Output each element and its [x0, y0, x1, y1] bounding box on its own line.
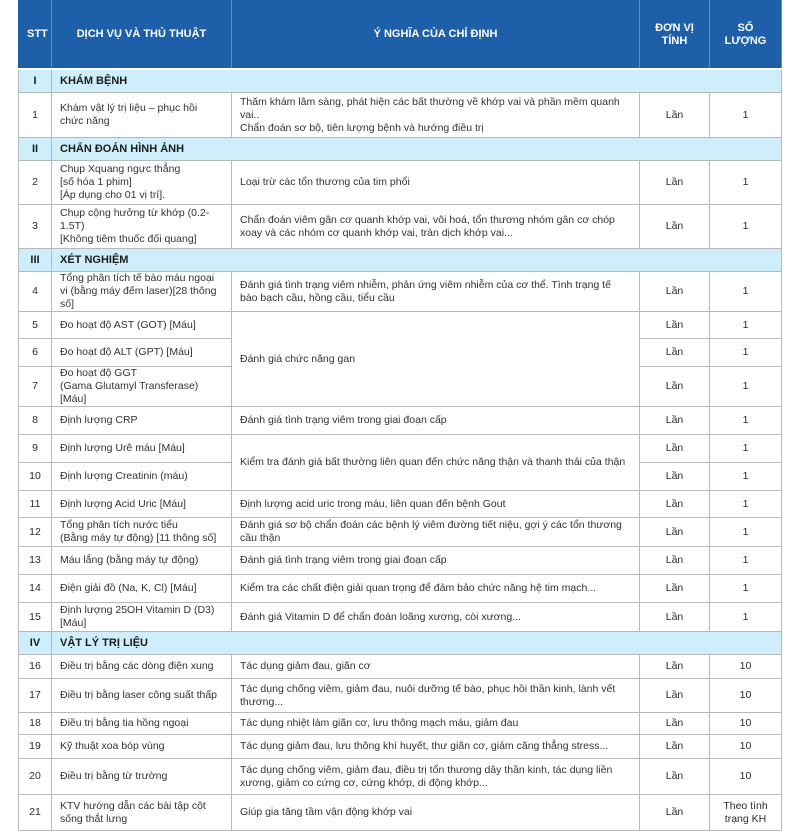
row-meaning: Đánh giá Vitamin D để chẩn đoán loãng xương, còi xương... [232, 603, 640, 632]
row-service-name: Chụp Xquang ngực thẳng [số hóa 1 phim] [Áp dụng cho 01 vị trí]. [52, 161, 232, 205]
row-qty: 1 [710, 407, 782, 435]
row-service-name: Định lượng Acid Uric [Máu] [52, 491, 232, 518]
row-qty: 1 [710, 161, 782, 205]
row-unit: Lần [640, 655, 710, 679]
section-row-vat-ly-tri-lieu [19, 632, 782, 655]
row-qty: 1 [710, 205, 782, 249]
row-qty: 1 [710, 463, 782, 491]
row-stt: 7 [19, 367, 52, 407]
table-row [19, 713, 782, 735]
table-row [19, 575, 782, 603]
row-stt: 4 [19, 272, 52, 312]
row-qty: 1 [710, 491, 782, 518]
row-unit: Lần [640, 272, 710, 312]
row-unit: Lần [640, 795, 710, 831]
section-row-chan-doan-hinh-anh [19, 138, 782, 161]
row-unit: Lần [640, 759, 710, 795]
row-service-name: Định lượng Creatinin (máu) [52, 463, 232, 491]
table-row [19, 795, 782, 831]
table-row [19, 759, 782, 795]
row-qty: 1 [710, 339, 782, 367]
row-service-name: Đo hoạt độ ALT (GPT) [Máu] [52, 339, 232, 367]
row-meaning: Đánh giá sơ bộ chẩn đoán các bệnh lý viêm đường tiết niệu, gợi ý các tổn thương cầu thận [232, 518, 640, 547]
row-stt: 20 [19, 759, 52, 795]
row-service-name: Kỹ thuật xoa bóp vùng [52, 735, 232, 759]
row-meaning: Đánh giá tình trạng viêm nhiễm, phản ứng viêm nhiễm của cơ thể. Tình trạng tế bào bạch cầu, hồng cầu, tiểu cầu [232, 272, 640, 312]
row-qty: 1 [710, 367, 782, 407]
row-service-name: Đo hoạt độ AST (GOT) [Máu] [52, 312, 232, 339]
row-stt: 1 [19, 93, 52, 138]
section-title: XÉT NGHIỆM [52, 249, 782, 272]
table-row [19, 407, 782, 435]
table-row [19, 603, 782, 632]
table-row [19, 679, 782, 713]
row-service-name: Tổng phân tích nước tiểu (Bằng máy tự động) [11 thông số] [52, 518, 232, 547]
row-service-name: Điều trị bằng tia hồng ngoại [52, 713, 232, 735]
row-qty: 1 [710, 603, 782, 632]
row-stt: 8 [19, 407, 52, 435]
row-unit: Lần [640, 713, 710, 735]
row-meaning: Chẩn đoán viêm gân cơ quanh khớp vai, vôi hoá, tổn thương nhóm gân cơ chóp xoay và các nhóm cơ quanh khớp vai, tràn dịch khớp vai... [232, 205, 640, 249]
section-number: II [19, 138, 52, 161]
row-unit: Lần [640, 518, 710, 547]
row-stt: 5 [19, 312, 52, 339]
row-unit: Lần [640, 161, 710, 205]
row-stt: 10 [19, 463, 52, 491]
row-service-name: Điều trị bằng từ trường [52, 759, 232, 795]
row-qty: 1 [710, 575, 782, 603]
row-qty: 10 [710, 735, 782, 759]
row-service-name: Chụp cộng hưởng từ khớp (0.2-1.5T) [Không tiêm thuốc đối quang] [52, 205, 232, 249]
header-stt: STT [19, 1, 52, 70]
header-unit: ĐƠN VỊ TÍNH [640, 1, 710, 70]
row-qty: 10 [710, 713, 782, 735]
row-service-name: Điện giải đồ (Na, K, Cl) [Máu] [52, 575, 232, 603]
row-qty: 1 [710, 93, 782, 138]
row-meaning: Loại trừ các tổn thương của tim phổi [232, 161, 640, 205]
row-service-name: Khám vật lý trị liệu – phục hồi chức năng [52, 93, 232, 138]
row-unit: Lần [640, 367, 710, 407]
row-stt: 11 [19, 491, 52, 518]
table-row [19, 205, 782, 249]
row-stt: 2 [19, 161, 52, 205]
row-stt: 6 [19, 339, 52, 367]
section-row-xet-nghiem [19, 249, 782, 272]
row-meaning: Giúp gia tăng tầm vận động khớp vai [232, 795, 640, 831]
row-stt: 13 [19, 547, 52, 575]
row-qty: 1 [710, 518, 782, 547]
row-meaning: Kiểm tra các chất điện giải quan trọng để đảm bảo chức năng hệ tim mạch... [232, 575, 640, 603]
row-unit: Lần [640, 463, 710, 491]
row-qty: Theo tình trạng KH [710, 795, 782, 831]
table-row [19, 312, 782, 339]
table-row [19, 735, 782, 759]
row-meaning: Đánh giá tình trạng viêm trong giai đoạn cấp [232, 547, 640, 575]
services-table [18, 0, 782, 831]
row-stt: 21 [19, 795, 52, 831]
row-unit: Lần [640, 407, 710, 435]
row-service-name: Tổng phân tích tế bào máu ngoại vi (bằng máy đếm laser)[28 thông số] [52, 272, 232, 312]
row-unit: Lần [640, 435, 710, 463]
row-meaning: Tác dụng chống viêm, giảm đau, nuôi dưỡng tế bào, phục hồi thần kinh, lành vết thương... [232, 679, 640, 713]
row-unit: Lần [640, 575, 710, 603]
row-meaning: Tác dụng chống viêm, giảm đau, điều trị tổn thương dây thần kinh, tác dụng liền xương, giảm co cứng cơ, cứng khớp, di động khớp... [232, 759, 640, 795]
row-unit: Lần [640, 339, 710, 367]
row-qty: 1 [710, 312, 782, 339]
row-service-name: Định lượng 25OH Vitamin D (D3) [Máu] [52, 603, 232, 632]
header-service: DỊCH VỤ VÀ THỦ THUẬT [52, 1, 232, 70]
row-meaning: Đánh giá tình trạng viêm trong giai đoạn cấp [232, 407, 640, 435]
row-qty: 10 [710, 655, 782, 679]
row-stt: 9 [19, 435, 52, 463]
table-row [19, 655, 782, 679]
row-meaning: Thăm khám lâm sàng, phát hiện các bất thường về khớp vai và phần mềm quanh vai.. Chẩn đoán sơ bộ, tiên lượng bệnh và hướng điều trị [232, 93, 640, 138]
table-row [19, 491, 782, 518]
row-stt: 17 [19, 679, 52, 713]
row-unit: Lần [640, 679, 710, 713]
row-unit: Lần [640, 735, 710, 759]
row-qty: 1 [710, 547, 782, 575]
row-stt: 18 [19, 713, 52, 735]
row-unit: Lần [640, 603, 710, 632]
section-number: IV [19, 632, 52, 655]
header-qty: SỐ LƯỢNG [710, 1, 782, 70]
row-unit: Lần [640, 93, 710, 138]
row-meaning-kidney: Kiểm tra đánh giá bất thường liên quan đến chức năng thận và thanh thải của thận [232, 435, 640, 491]
row-stt: 3 [19, 205, 52, 249]
table-header-row [19, 1, 782, 70]
row-service-name: Điều trị bằng các dòng điện xung [52, 655, 232, 679]
row-stt: 16 [19, 655, 52, 679]
row-qty: 10 [710, 759, 782, 795]
section-number: III [19, 249, 52, 272]
row-service-name: KTV hướng dẫn các bài tập cột sống thắt lưng [52, 795, 232, 831]
row-qty: 1 [710, 435, 782, 463]
row-qty: 1 [710, 272, 782, 312]
row-meaning: Tác dụng giảm đau, lưu thông khí huyết, thư giãn cơ, giảm căng thẳng stress... [232, 735, 640, 759]
row-stt: 19 [19, 735, 52, 759]
row-meaning: Định lượng acid uric trong máu, liên quan đến bệnh Gout [232, 491, 640, 518]
row-stt: 15 [19, 603, 52, 632]
row-unit: Lần [640, 312, 710, 339]
row-stt: 12 [19, 518, 52, 547]
section-row-kham-benh [19, 69, 782, 93]
table-row [19, 161, 782, 205]
table-row [19, 547, 782, 575]
row-service-name: Đo hoạt độ GGT (Gama Glutamyl Transferase) [Máu] [52, 367, 232, 407]
header-meaning: Ý NGHĨA CỦA CHỈ ĐỊNH [232, 1, 640, 70]
table-row [19, 272, 782, 312]
row-service-name: Máu lắng (bằng máy tự động) [52, 547, 232, 575]
table-row [19, 518, 782, 547]
row-stt: 14 [19, 575, 52, 603]
table-row [19, 435, 782, 463]
section-title: KHÁM BỆNH [52, 69, 782, 93]
row-service-name: Điều trị bằng laser công suất thấp [52, 679, 232, 713]
row-service-name: Định lượng Urê máu [Máu] [52, 435, 232, 463]
row-meaning: Tác dụng nhiệt làm giãn cơ, lưu thông mạch máu, giảm đau [232, 713, 640, 735]
row-unit: Lần [640, 491, 710, 518]
row-qty: 10 [710, 679, 782, 713]
table-row [19, 93, 782, 138]
section-number: I [19, 69, 52, 93]
row-unit: Lần [640, 205, 710, 249]
section-title: VẬT LÝ TRỊ LIỆU [52, 632, 782, 655]
row-unit: Lần [640, 547, 710, 575]
row-service-name: Định lượng CRP [52, 407, 232, 435]
row-meaning: Tác dụng giảm đau, giãn cơ [232, 655, 640, 679]
row-meaning-liver: Đánh giá chức năng gan [232, 312, 640, 407]
section-title: CHẨN ĐOÁN HÌNH ẢNH [52, 138, 782, 161]
